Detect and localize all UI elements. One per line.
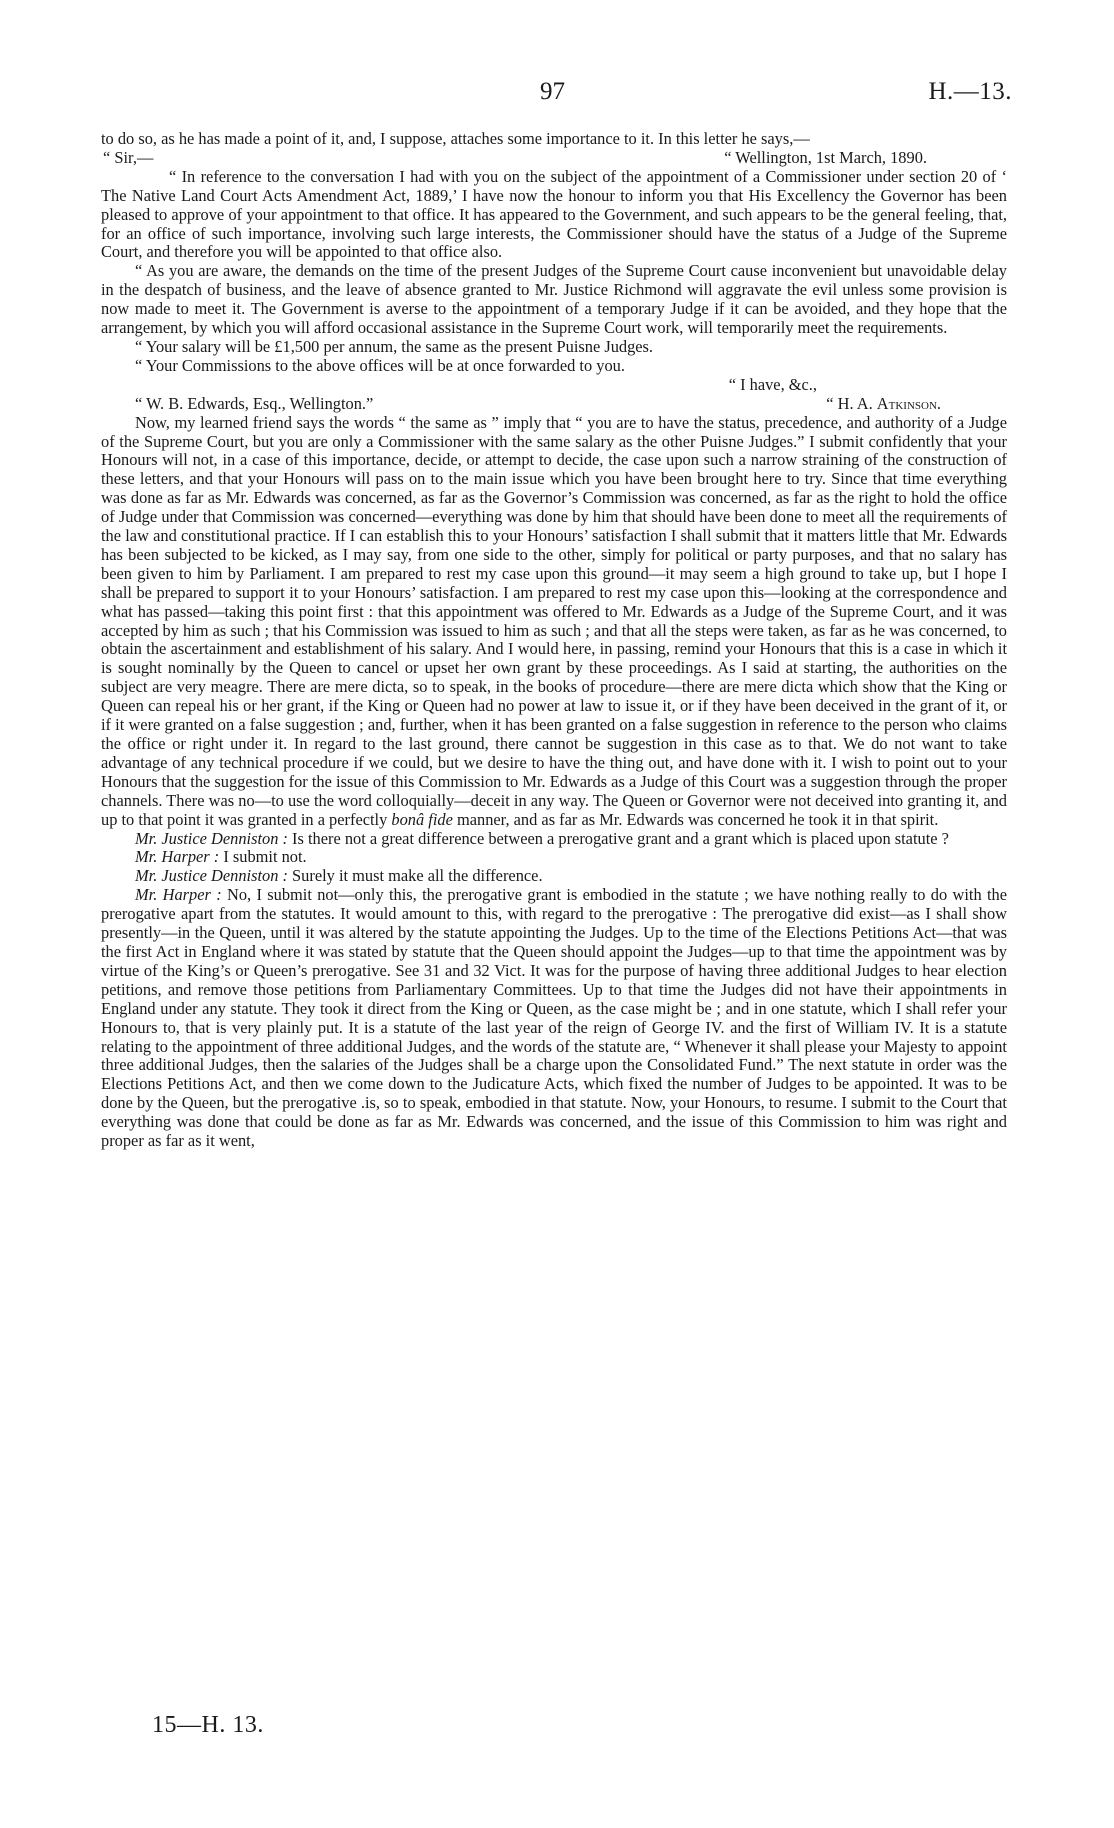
page-number: 97 [540, 78, 565, 105]
speaker-name: Mr. Justice Denniston : [135, 866, 288, 886]
speech-text: I submit not. [219, 847, 307, 867]
exchange-paragraph [101, 848, 1007, 867]
exchange-paragraph [101, 886, 1007, 1151]
argument-text-end: manner, and as far as Mr. Edwards was concerned he took it in that spirit. [452, 809, 939, 829]
speech-text: Surely it must make all the difference. [287, 866, 543, 886]
signatory-prefix: “ H. A. [826, 393, 877, 413]
letter-paragraph: “ As you are aware, the demands on the time of the present Judges of the Supreme Court cause inconvenient but unavoidable delay in the despatch of business, and the leave of absence granted to Mr. Justice Richmond will aggravate the evil unless some provision is now made to meet it. The Government is averse to the appointment of a temporary Judge if it can be avoided, and they hope that the arrangement, by which you will afford occasional assistance in the Supreme Court work, will temporarily meet the requirements. [101, 261, 1007, 338]
page-body [101, 130, 1007, 1151]
speaker-name: Mr. Harper : [135, 885, 222, 905]
speaker-name: Mr. Justice Denniston : [135, 828, 288, 848]
speaker-name: Mr. Harper : [135, 847, 220, 867]
letter-paragraph: “ Your Commissions to the above offices will be at once forwarded to you. [135, 355, 625, 375]
letter-addressee: “ W. B. Edwards, Esq., Wellington.” [135, 393, 374, 413]
letter-paragraph: “ In reference to the conversation I had with you on the subject of the appointment of a Commissioner under section 20 of ‘ The Native Land Court Acts Amendment Act, 1889,’ I have now the honour to inform you that His Excellency the Governor has been pleased to approve of your appointment to that office. It has appeared to the Government, and such appears to be the general feeling, that, for an office of such importance, involving such large interests, the Commissioner should have the status of a Judge of the Supreme Court, and therefore you will be appointed to that office also. [101, 166, 1007, 262]
letter-heading [101, 149, 1007, 168]
exchange-paragraph [101, 830, 1007, 849]
argument-paragraph [101, 414, 1007, 830]
opening-paragraph: to do so, as he has made a point of it, and, I suppose, attaches some importance to it. In this letter he says,— [101, 129, 810, 148]
letter-date-line: “ Wellington, 1st March, 1890. [724, 147, 927, 167]
speech-text: No, I submit not—only this, the prerogative grant is embodied in the statute ; we have nothing really to do with the prerogative apart from the statutes. It would amount to this, with regard to the prerogative : The prerogative did exist—as I shall show presently—in the Queen, until it was altered by the statute appointing the Judges. Up to the time of the Elections Petitions Act—that was the first Act in England where it was stated by statute that the Queen should appoint the Judges—up to that time the appointment was by virtue of the King’s or Queen’s prerogative. See 31 and 32 Vict. It was for the purpose of having three additional Judges to hear election petitions, and remove those petitions from Parliamentary Committees. Up to that time the Judges did not have their appointments in England under any statute. They took it direct from the King or Queen, as the case might be ; and in one statute, which I shall refer your Honours to, that is very plainly put. It is a statute of the last year of the reign of George IV. and the first of William IV. It is a statute relating to the appointment of three additional Judges, and the words of the statute are, “ Whenever it shall please your Majesty to appoint three additional Judges, then the salaries of the Judges shall be a charge upon the Consolidated Fund.” The next statute in order was the Elections Petitions Act, and then we come down to the Judicature Acts, which fixed the number of Judges to be appointed. It was to be done by the Queen, but the prerogative .is, so to speak, embodied in that statute. Now, your Honours, to resume. I submit to the Court that everything was done that could be done as far as Mr. Edwards was concerned, and the issue of this Commission to him was right and proper as far as it went, [101, 885, 1007, 1151]
letter-signature-row [101, 395, 1007, 414]
signatory-surname: Atkinson. [876, 393, 941, 413]
argument-text: Now, my learned friend says the words “ the same as ” imply that “ you are to have the status, precedence, and authority of a Judge of the Supreme Court, but you are only a Commissioner with the same salary as the other Puisne Judges.” I submit confidently that your Honours will not, in a case of this importance, decide, or attempt to decide, the case upon such a narrow straining of the construction of these letters, and that your Honours will pass on to the main issue which you have been brought here to try. Since that time everything was done as far as Mr. Edwards was concerned, as far as the Governor’s Commission was concerned, as far as the right to hold the office of Judge under that Commission was concerned—everything was done by him that should have been done to meet all the requirements of the law and constitutional practice. If I can establish this to your Honours’ satisfaction I shall submit that it matters little that Mr. Edwards has been subjected to be kicked, as I may say, from one side to the other, simply for political or party purposes, and that no salary has been given to him by Parliament. I am prepared to rest my case upon this ground—it may seem a high ground to take up, but I hope I shall be prepared to support it to your Honours’ satisfaction. I am prepared to rest my case upon this—looking at the correspondence and what has passed—taking this point first : that this appointment was offered to Mr. Edwards as a Judge of the Supreme Court, and it was accepted by him as such ; that his Commission was issued to him as such ; and that all the steps were taken, as far as he was concerned, to obtain the ascertainment and establishment of his salary. And I would here, in passing, remind your Honours that this is a case in which it is sought nominally by the Queen to cancel or upset her own grant by these proceedings. As I said at starting, the authorities on the subject are very meagre. There are mere dicta, so to speak, in the books of procedure—there are mere dicta which show that the King or Queen can repeal his or her grant, if the King or Queen had no power at law to issue it, or if they have been deceived in the grant of it, or if it were granted on a false suggestion ; and, further, when it has been granted on a false suggestion in reference to the person who claims the office or right under it. In regard to the last ground, there cannot be suggestion in this case as to that. We do not want to take advantage of any technical procedure if we could, but we desire to have the thing out, and have done with it. I wish to point out to your Honours that the suggestion for the issue of this Commission to Mr. Edwards as a Judge of this Court was a suggestion through the proper channels. There was no—to use the word colloquially—deceit in any way. The Queen or Governor were not deceived into granting it, and up to that point it was granted in a perfectly [101, 412, 1007, 829]
letter-paragraph: “ Your salary will be £1,500 per annum, the same as the present Puisne Judges. [135, 336, 654, 356]
letter-closing: “ I have, &c., [728, 374, 817, 394]
document-reference: H.—13. [928, 78, 1012, 105]
speech-text: Is there not a great difference between a prerogative grant and a grant which is placed upon statute ? [287, 828, 949, 848]
latin-phrase: bonâ fide [391, 809, 453, 829]
signature-mark: 15—H. 13. [152, 1712, 264, 1738]
page-header [0, 78, 1114, 114]
letter-salutation: “ Sir,— [103, 147, 154, 167]
letter-signatory [826, 395, 941, 414]
exchange-paragraph [101, 867, 1007, 886]
